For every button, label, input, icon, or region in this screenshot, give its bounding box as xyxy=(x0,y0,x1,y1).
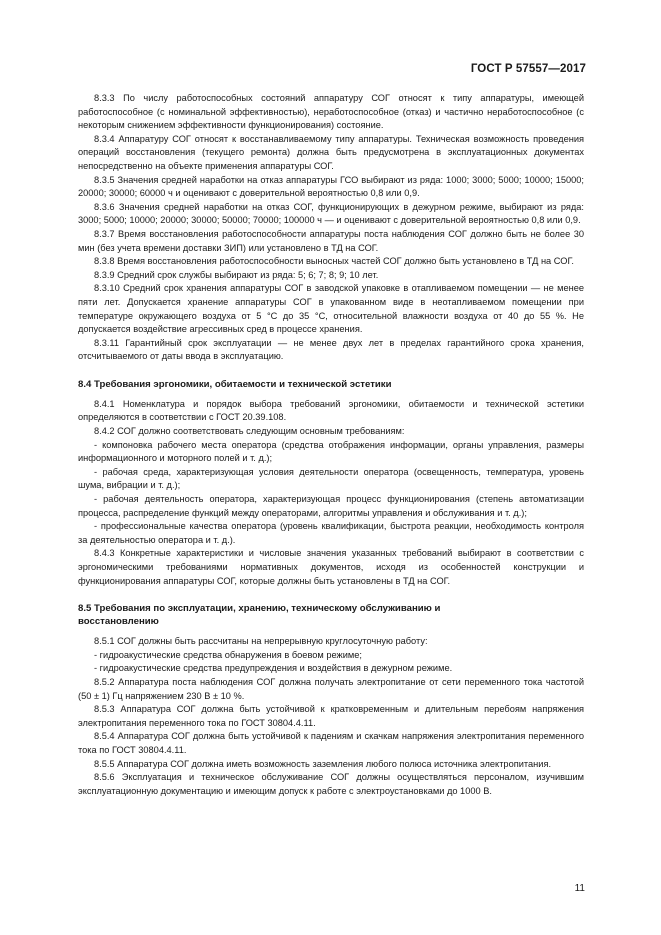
list-item: - рабочая деятельность оператора, характеризующая процесс функционирования (степень автоматизации процесса, распределение функций между операторами, алгоритмы управления и обслуживания и т. д.); xyxy=(78,494,584,518)
paragraph-8-5-3: 8.5.3 Аппаратура СОГ должна быть устойчивой к кратковременным и длительным перебоям напряжения электропитания переменного тока по ГОСТ 30804.4.11. xyxy=(78,704,584,728)
page-body xyxy=(78,92,584,798)
list-item: - компоновка рабочего места оператора (средства отображения информации, органы управления, размеры информационного и моторного полей и т. д.); xyxy=(78,439,584,464)
list-item: - гидроакустические средства обнаружения в боевом режиме; xyxy=(94,649,362,660)
paragraph-8-4-2: 8.4.2 СОГ должно соответствовать следующим основным требованиям: xyxy=(94,426,405,437)
paragraph-8-5-2: 8.5.2 Аппаратура поста наблюдения СОГ должна получать электропитание от сети переменного тока частотой (50 ± 1) Гц напряжением 230 В ± 10 %. xyxy=(78,676,584,701)
paragraph-8-3-8: 8.3.8 Время восстановления работоспособности выносных частей СОГ должно быть установлено в ТД на СОГ. xyxy=(94,256,574,267)
standard-header: ГОСТ Р 57557—2017 xyxy=(470,63,586,75)
paragraph-8-5-6: 8.5.6 Эксплуатация и техническое обслуживание СОГ должны осуществляться персоналом, изучившим эксплуатационную документацию и имеющим допуск к работе с электроустановками до 1000 В. xyxy=(78,772,584,796)
paragraph-8-5-4: 8.5.4 Аппаратура СОГ должна быть устойчивой к падениям и скачкам напряжения электропитания переменного тока по ГОСТ 30804.4.11. xyxy=(78,731,584,755)
paragraph-8-4-1: 8.4.1 Номенклатура и порядок выбора требований эргономики, обитаемости и технической эстетики определяются в соответствии с ГОСТ 20.39.108. xyxy=(78,398,584,423)
section-heading-8-5 xyxy=(78,602,584,628)
paragraph-8-3-10: 8.3.10 Средний срок хранения аппаратуры СОГ в заводской упаковке в отапливаемом помещении — не менее пяти лет. Допускается хранение аппаратуры СОГ в упакованном виде в неотапливаемом помещении при температуре окружающего воздуха от 5 °С до 35 °С, относительной влажности воздуха от 40 до 55 %. Не допускается воздействие агрессивных сред в процессе хранения. xyxy=(78,283,584,335)
paragraph-8-3-3: 8.3.3 По числу работоспособных состояний аппаратуру СОГ относят к типу аппаратуры, имеющей работоспособное (с номинальной эффективностью), неработоспособное (отказ) и частично неработоспособное (с некоторым снижением эффективности функционирования) состояние. xyxy=(78,93,584,131)
paragraph-8-3-5: 8.3.5 Значения средней наработки на отказ аппаратуры ГСО выбирают из ряда: 1000; 3000; 5000; 10000; 15000; 20000; 30000; 60000 ч и оценивают с доверительной вероятностью 0,8 или 0,9. xyxy=(78,174,584,199)
paragraph-8-3-6: 8.3.6 Значения средней наработки на отказ СОГ, функционирующих в дежурном режиме, выбирают из ряда: 3000; 5000; 10000; 20000; 30000; 50000; 70000; 100000 ч — и оценивают с доверительной вероятностью 0,8 или 0,9. xyxy=(78,201,584,226)
section-heading-8-4: 8.4 Требования эргономики, обитаемости и технической эстетики xyxy=(78,378,392,390)
section-heading-line: 8.5 Требования по эксплуатации, хранению, техническому обслуживанию и xyxy=(78,603,441,615)
list-item: - гидроакустические средства предупреждения и воздействия в дежурном режиме. xyxy=(94,663,453,674)
page-number: 11 xyxy=(574,883,585,894)
paragraph-8-3-7: 8.3.7 Время восстановления работоспособности аппаратуры поста наблюдения СОГ должно быть не более 30 мин (без учета времени доставки ЗИП) или установлено в ТД на СОГ. xyxy=(78,228,584,253)
paragraph-8-3-11: 8.3.11 Гарантийный срок эксплуатации — не менее двух лет в пределах гарантийного срока хранения, отсчитываемого от даты ввода в эксплуатацию. xyxy=(78,337,584,362)
paragraph-8-5-1: 8.5.1 СОГ должны быть рассчитаны на непрерывную круглосуточную работу: xyxy=(94,636,428,647)
list-item: - рабочая среда, характеризующая условия деятельности оператора (освещенность, температура, уровень шума, вибрации и т. д.); xyxy=(78,466,584,491)
paragraph-8-3-9: 8.3.9 Средний срок службы выбирают из ряда: 5; 6; 7; 8; 9; 10 лет. xyxy=(94,269,379,280)
paragraph-8-5-5: 8.5.5 Аппаратура СОГ должна иметь возможность заземления любого полюса источника электропитания. xyxy=(94,758,552,769)
paragraph-8-3-4: 8.3.4 Аппаратуру СОГ относят к восстанавливаемому типу аппаратуры. Техническая возможность проведения операций восстановления (текущего ремонта) должна быть предусмотрена в эксплуатационных документах непосредственно на объекте применения аппаратуры СОГ. xyxy=(78,133,584,171)
list-item: - профессиональные качества оператора (уровень квалификации, быстрота реакции, необходимость контроля за деятельностью оператора и т. д.). xyxy=(78,521,584,545)
paragraph-8-4-3: 8.4.3 Конкретные характеристики и числовые значения указанных требований выбирают в соответствии с эргономическими требованиями нормативных документов, исходя из особенностей конструкции и функционирования аппаратуры СОГ, которые должны быть установлены в ТД на СОГ. xyxy=(78,548,584,586)
section-heading-line: восстановлению xyxy=(78,616,159,628)
